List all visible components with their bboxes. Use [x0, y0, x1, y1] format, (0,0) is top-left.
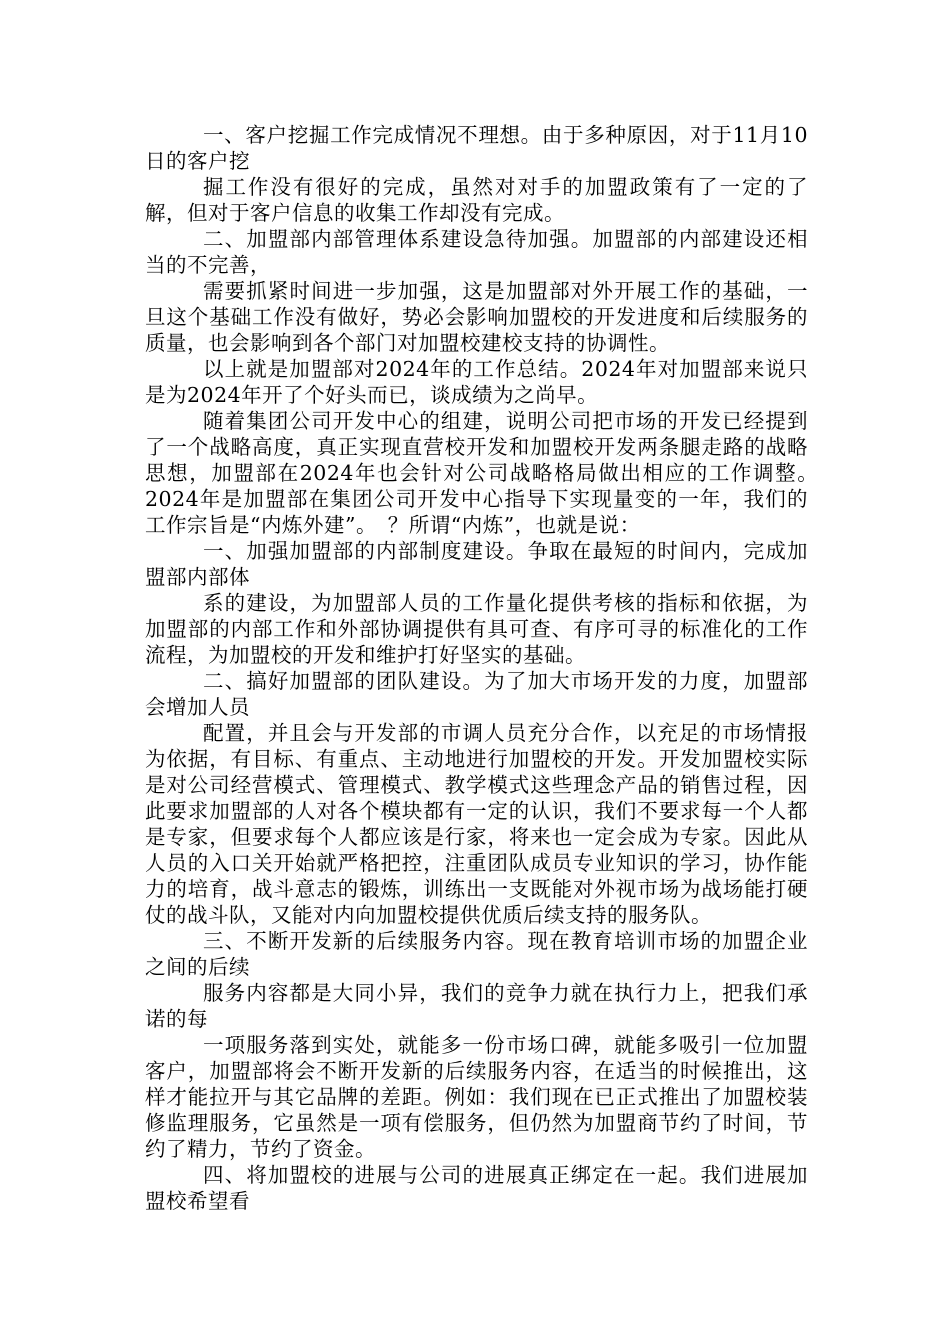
paragraph-5: 以上就是加盟部对2024年的工作总结。2024年对加盟部来说只是为2024年开了个好头而已，谈成绩为之尚早。 — [145, 357, 808, 407]
paragraph-2: 掘工作没有很好的完成，虽然对对手的加盟政策有了一定的了解，但对于客户信息的收集工作却没有完成。 — [145, 175, 808, 225]
paragraph-4: 需要抓紧时间进一步加强，这是加盟部对外开展工作的基础，一旦这个基础工作没有做好，势必会影响加盟校的开发进度和后续服务的质量，也会影响到各个部门对加盟校建校支持的协调性。 — [145, 279, 808, 355]
paragraph-10: 配置，并且会与开发部的市调人员充分合作，以充足的市场情报为依据，有目标、有重点、主动地进行加盟校的开发。开发加盟校实际是对公司经营模式、管理模式、教学模式这些理念产品的销售过程，因此要求加盟部的人对各个模块都有一定的认识，我们不要求每一个人都是专家，但要求每个人都应该是行家，将来也一定会成为专家。因此从人员的入口关开始就严格把控，注重团队成员专业知识的学习，协作能力的培育，战斗意志的锻炼，训练出一支既能对外视市场为战场能打硬仗的战斗队，又能对内向加盟校提供优质后续支持的服务队。 — [145, 721, 808, 927]
paragraph-8: 系的建设，为加盟部人员的工作量化提供考核的指标和依据，为加盟部的内部工作和外部协调提供有具可查、有序可寻的标准化的工作流程，为加盟校的开发和维护打好坚实的基础。 — [145, 591, 808, 667]
paragraph-7: 一、加强加盟部的内部制度建设。争取在最短的时间内，完成加盟部内部体 — [145, 539, 808, 589]
paragraph-9: 二、搞好加盟部的团队建设。为了加大市场开发的力度，加盟部会增加人员 — [145, 669, 808, 719]
paragraph-11: 三、不断开发新的后续服务内容。现在教育培训市场的加盟企业之间的后续 — [145, 929, 808, 979]
paragraph-6: 随着集团公司开发中心的组建，说明公司把市场的开发已经提到了一个战略高度，真正实现直营校开发和加盟校开发两条腿走路的战略思想，加盟部在2024年也会针对公司战略格局做出相应的工作调整。 2024年是加盟部在集团公司开发中心指导下实现量变的一年，我们的工作宗旨是“内炼外建”。 ？所谓“内炼”，也就是说： — [145, 409, 829, 537]
paragraph-14: 四、将加盟校的进展与公司的进展真正绑定在一起。我们进展加盟校希望看 — [145, 1163, 808, 1213]
paragraph-3: 二、加盟部内部管理体系建设急待加强。加盟部的内部建设还相当的不完善， — [145, 227, 808, 277]
paragraph-12: 服务内容都是大同小异，我们的竞争力就在执行力上，把我们承诺的每 — [145, 981, 808, 1031]
paragraph-13: 一项服务落到实处，就能多一份市场口碑，就能多吸引一位加盟客户，加盟部将会不断开发新的后续服务内容，在适当的时候推出，这样才能拉开与其它品牌的差距。例如：我们现在已正式推出了加盟校装修监理服务，它虽然是一项有偿服务，但仍然为加盟商节约了时间，节约了精力，节约了资金。 — [145, 1033, 808, 1161]
document-body — [145, 122, 829, 1214]
paragraph-1: 一、客户挖掘工作完成情况不理想。由于多种原因，对于11月10日的客户挖 — [145, 123, 808, 173]
